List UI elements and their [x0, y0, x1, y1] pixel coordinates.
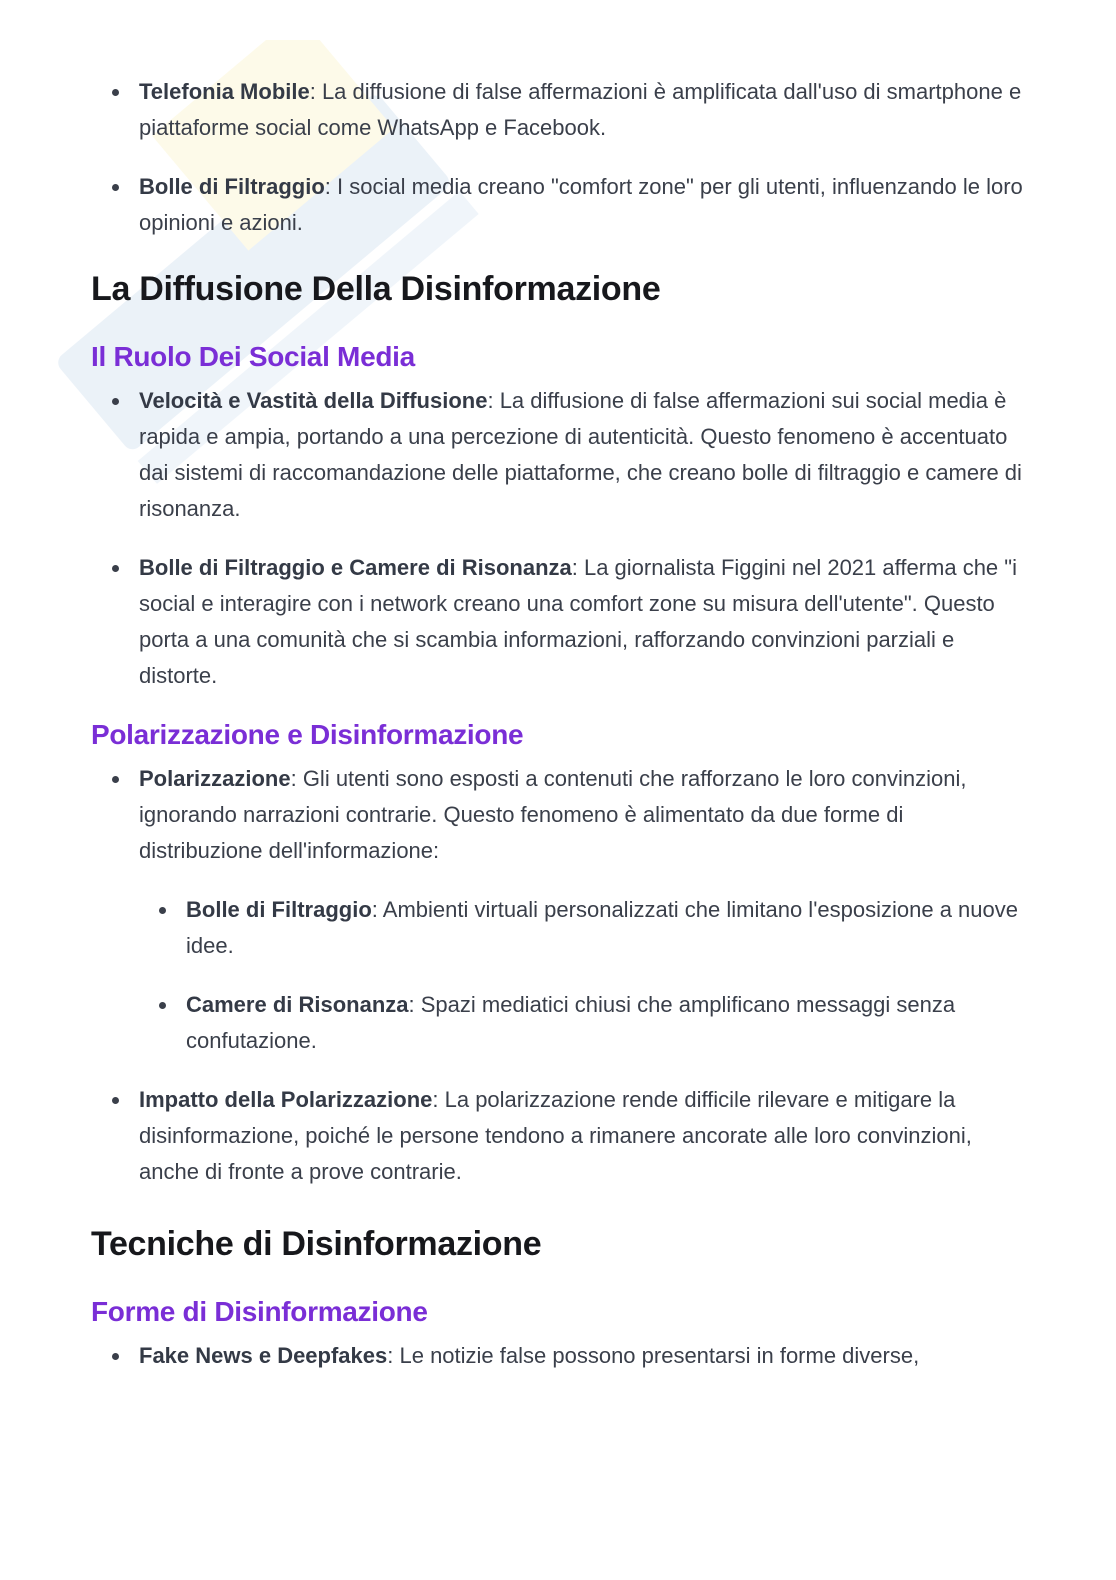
item-text: : Spazi mediatici chiusi che amplificano messaggi senza confutazione.	[186, 992, 956, 1053]
item-term: Impatto della Polarizzazione	[139, 1087, 433, 1112]
item-text: : Gli utenti sono esposti a contenuti che rafforzano le loro convinzioni, ignorando narrazioni contrarie. Questo fenomeno è alimentato da due forme di distribuzione dell'informazione:	[139, 766, 967, 863]
list-item	[91, 74, 1031, 146]
polarizzazione-bullet-list-continued	[91, 1082, 1031, 1190]
bullet-icon	[112, 398, 119, 405]
item-term: Polarizzazione	[139, 766, 291, 791]
item-term: Fake News e Deepfakes	[139, 1343, 388, 1368]
item-term: Camere di Risonanza	[186, 992, 409, 1017]
document-content	[91, 74, 1031, 1397]
list-item	[91, 1082, 1031, 1190]
bullet-icon	[112, 776, 119, 783]
list-item	[91, 761, 1031, 869]
list-item	[91, 1338, 1031, 1374]
item-term: Telefonia Mobile	[139, 79, 310, 104]
list-item	[91, 169, 1031, 241]
bullet-icon	[112, 89, 119, 96]
ruolo-bullet-list	[91, 383, 1031, 694]
item-text: : I social media creano "comfort zone" per gli utenti, influenzando le loro opinioni e azioni.	[139, 174, 1023, 235]
polarizzazione-bullet-list	[91, 761, 1031, 869]
item-text: : La polarizzazione rende difficile rilevare e mitigare la disinformazione, poiché le persone tendono a rimanere ancorate alle loro convinzioni, anche di fronte a prove contrarie.	[139, 1087, 972, 1184]
bullet-icon	[112, 1353, 119, 1360]
item-term: Bolle di Filtraggio e Camere di Risonanza	[139, 555, 572, 580]
bullet-icon	[112, 565, 119, 572]
subsection-heading-polarizzazione: Polarizzazione e Disinformazione	[91, 719, 524, 750]
section-heading-diffusione: La Diffusione Della Disinformazione	[91, 270, 661, 308]
nested-list-item	[139, 987, 1031, 1059]
item-term: Bolle di Filtraggio	[139, 174, 325, 199]
nested-list-item	[139, 892, 1031, 964]
item-text: : La giornalista Figgini nel 2021 afferma che "i social e interagire con i network creano una comfort zone su misura dell'utente". Questo porta a una comunità che si scambia informazioni, rafforzando convinzioni parziali e distorte.	[139, 555, 1017, 688]
subsection-heading-ruolo: Il Ruolo Dei Social Media	[91, 341, 415, 372]
section-heading-tecniche: Tecniche di Disinformazione	[91, 1225, 542, 1263]
bullet-icon	[159, 1002, 166, 1009]
top-bullet-list	[91, 74, 1031, 241]
bullet-icon	[112, 1097, 119, 1104]
item-text: : La diffusione di false affermazioni sui social media è rapida e ampia, portando a una percezione di autenticità. Questo fenomeno è accentuato dai sistemi di raccomandazione delle piattaforme, che creano bolle di filtraggio e camere di risonanza.	[139, 388, 1022, 521]
bullet-icon	[112, 184, 119, 191]
item-text: : Ambienti virtuali personalizzati che limitano l'esposizione a nuove idee.	[186, 897, 1018, 958]
item-term: Bolle di Filtraggio	[186, 897, 372, 922]
list-item	[91, 383, 1031, 527]
list-item	[91, 550, 1031, 694]
bullet-icon	[159, 907, 166, 914]
nested-bullet-list	[91, 892, 1031, 1059]
item-term: Velocità e Vastità della Diffusione	[139, 388, 488, 413]
item-text: : La diffusione di false affermazioni è amplificata dall'uso di smartphone e piattaforme social come WhatsApp e Facebook.	[139, 79, 1022, 140]
subsection-heading-forme: Forme di Disinformazione	[91, 1296, 428, 1327]
forme-bullet-list	[91, 1338, 1031, 1374]
item-text: : Le notizie false possono presentarsi in forme diverse,	[387, 1343, 920, 1368]
